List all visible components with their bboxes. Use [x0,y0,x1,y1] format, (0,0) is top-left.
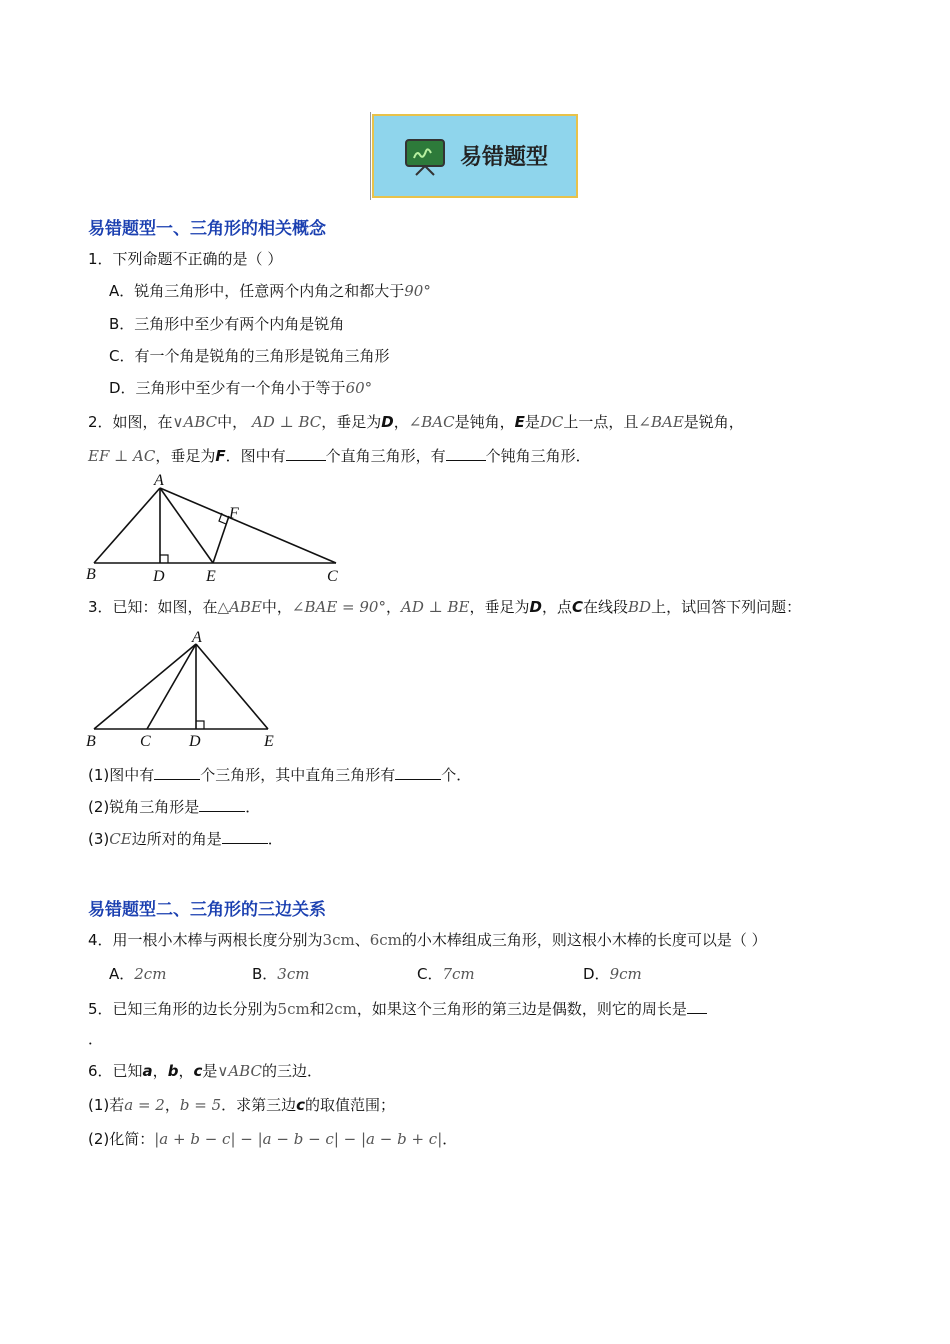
q3-stem [88,596,801,617]
q2-math: ∠BAC [408,413,455,431]
q4-option-math: 3cm [277,965,310,983]
q3-text: 在线段 [582,598,628,616]
q6-text: ， [152,1062,168,1080]
q3-text: ． [267,830,283,848]
badge-left-rule [370,112,371,200]
q6-text: ． [442,1130,458,1148]
q2-text: 是 [524,413,540,431]
q4-option-label: D． [583,965,610,983]
q6-math: ∨ABC [217,1062,262,1080]
q4-option-b [252,963,309,984]
label-b: B [86,566,96,583]
q5-text: 5．已知三角形的边长分别为 [88,1000,278,1018]
section-2-title: 易错题型二、三角形的三边关系 [88,900,326,920]
label-b: B [86,733,96,750]
label-e: E [206,568,216,585]
segment-ac [147,644,196,729]
q4-option-c [417,963,475,984]
q1-stem: 1．下列命题不正确的是（ ） [88,250,283,268]
q4-option-d [583,963,642,984]
right-angle-d [160,555,168,563]
q3-math: △ABE [217,598,262,616]
q4-option-math: 9cm [609,965,642,983]
q6-var: c [193,1062,203,1080]
q2-figure [80,472,360,587]
q3-text: 中， [261,598,292,616]
q5-end-period: ． [88,1030,104,1048]
label-d: D [189,733,201,750]
q6-var: c [296,1096,306,1114]
q4-option-math: 2cm [134,965,167,983]
q2-var: F [215,447,226,465]
answer-blank[interactable] [286,446,326,461]
q6-math: |a + b − c| − |a − b − c| − |a − b + c| [154,1130,443,1148]
q2-text: ．图中有 [225,447,286,465]
q2-math: ∨ABC [172,413,218,431]
q2-text: 个直角三角形，有 [325,447,446,465]
q2-math: ∠BAE [638,413,684,431]
label-c: C [140,733,151,750]
q4-text: 4．用一根小木棒与两根长度分别为 [88,931,323,949]
q1-option-d-label: D．三角形中至少有一个角小于等于 [109,379,346,397]
q3-text: 个三角形，其中直角三角形有 [200,766,396,784]
q2-text: ，垂足为 [155,447,216,465]
q5-stem [88,998,707,1019]
q5-text: 和 [309,1000,325,1018]
q2-math: DC [539,413,564,431]
q5-math: 5cm [277,1000,310,1018]
q4-option-label: C． [417,965,443,983]
q3-text: (2)锐角三角形是 [88,798,200,816]
answer-blank[interactable] [687,999,707,1014]
q3-var: C [571,598,583,616]
q6-text: 6．已知 [88,1062,143,1080]
q2-var: E [514,413,525,431]
q5-text: ，如果这个三角形的第三边是偶数，则它的周长是 [356,1000,687,1018]
q3-text: 上，试回答下列问题： [651,598,802,616]
answer-blank[interactable] [395,765,441,780]
q6-stem [88,1060,322,1081]
segment-ef [213,516,229,563]
q1-option-d [109,377,372,398]
q3-math: AD ⊥ BE [401,598,470,616]
q2-text: 上一点，且 [563,413,639,431]
q3-sub-1 [88,764,471,785]
q6-sub-2 [88,1128,457,1149]
segment-ab [94,488,160,563]
q3-sub-3 [88,828,283,849]
q6-text: (2)化简： [88,1130,155,1148]
q6-math: a = 2 [124,1096,165,1114]
q2-var: D [381,413,394,431]
q1-option-b: B．三角形中至少有两个内角是锐角 [109,315,345,333]
q6-text: (1)若 [88,1096,125,1114]
blackboard-icon [404,138,446,176]
q3-text: ， [385,598,401,616]
q3-text: (3) [88,830,110,848]
q6-text: 的取值范围； [305,1096,396,1114]
q6-text: ， [164,1096,180,1114]
q3-text: ，垂足为 [469,598,530,616]
label-a: A [154,472,164,489]
q6-math: b = 5 [179,1096,222,1114]
q3-figure [80,626,290,754]
q6-text: 的三边． [261,1062,322,1080]
q2-math: AD ⊥ BC [251,413,322,431]
answer-blank[interactable] [199,797,245,812]
badge-title: 易错题型 [460,145,549,170]
q1-option-a-label: A．锐角三角形中，任意两个内角之和都大于 [109,282,405,300]
q2-text: 个钝角三角形． [485,447,591,465]
q3-text: 个． [441,766,472,784]
q1-option-d-math: 60° [345,379,373,397]
q3-text: ． [245,798,261,816]
q2-text: 是钝角， [454,413,515,431]
label-f: F [229,505,239,522]
q4-text: 的小木棒组成三角形，则这根小木棒的长度可以是（ ） [401,931,767,949]
q4-text: 、 [354,931,370,949]
q6-var: a [142,1062,153,1080]
answer-blank[interactable] [222,829,268,844]
q2-text: 是锐角， [683,413,744,431]
label-d: D [153,568,165,585]
q3-text: 边所对的角是 [131,830,222,848]
q2-text: 2．如图，在 [88,413,173,431]
q4-option-label: A． [109,965,135,983]
q2-line-1 [88,411,744,432]
section-1-title: 易错题型一、三角形的相关概念 [88,219,326,239]
q4-math: 3cm [322,931,355,949]
q3-text: (1)图中有 [88,766,155,784]
segment-ab [94,644,196,729]
q3-math: ∠BAE = 90° [291,598,386,616]
q4-option-math: 7cm [442,965,475,983]
label-c: C [327,568,338,585]
right-angle-d [196,721,204,729]
q1-option-a-math: 90° [404,282,431,300]
q6-text: 是 [202,1062,218,1080]
q3-var: D [529,598,542,616]
q2-text: ，垂足为 [321,413,382,431]
q4-option-label: B． [252,965,278,983]
answer-blank[interactable] [446,446,486,461]
q2-math: EF ⊥ AC [88,447,156,465]
q4-stem [88,929,767,950]
q2-text: ， [393,413,409,431]
q5-math: 2cm [324,1000,357,1018]
q6-var: b [167,1062,179,1080]
q2-line-2 [88,445,591,466]
label-e: E [264,733,274,750]
section-badge [372,114,578,198]
segment-ae [196,644,268,729]
q3-math: CE [109,830,132,848]
q1-option-a [109,280,431,301]
q4-math: 6cm [369,931,402,949]
q4-option-a [109,963,166,984]
q6-sub-1 [88,1094,395,1115]
q3-math: BD [628,598,652,616]
q6-text: ．求第三边 [221,1096,297,1114]
q2-text: 中， [217,413,248,431]
q3-text: ，点 [541,598,572,616]
q1-option-c: C．有一个角是锐角的三角形是锐角三角形 [109,347,390,365]
answer-blank[interactable] [154,765,200,780]
q6-text: ， [178,1062,194,1080]
label-a: A [192,629,202,646]
q3-sub-2 [88,796,260,817]
q3-text: 3．已知：如图，在 [88,598,218,616]
